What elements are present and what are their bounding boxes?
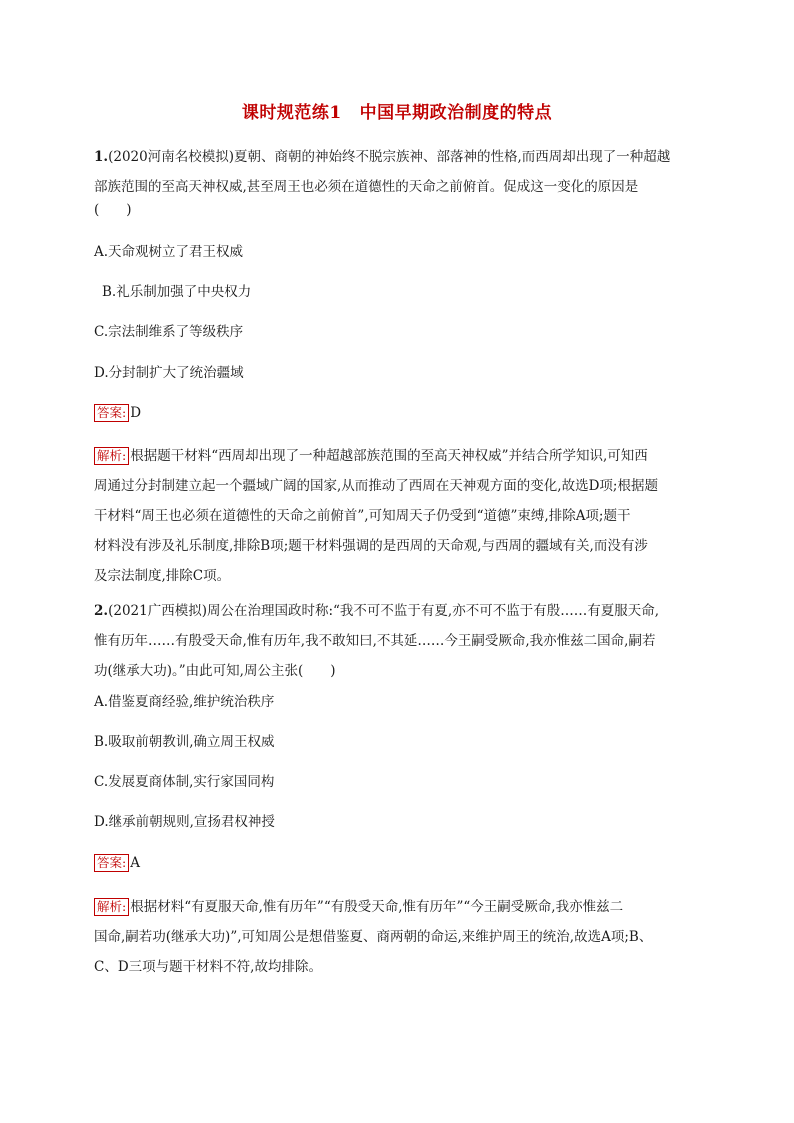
question-2-analysis	[94, 892, 706, 982]
title-exercise-number: 课时规范练1	[241, 103, 342, 123]
question-1-option-c: C.宗法制维系了等级秩序	[94, 324, 244, 340]
question-2-option-c: C.发展夏商体制,实行家国同构	[94, 774, 275, 790]
answer-label: 答案:	[94, 404, 129, 422]
answer-value: A	[130, 855, 140, 871]
question-2-option-b: B.吸取前朝教训,确立周王权威	[94, 734, 275, 750]
question-1-option-b: B.礼乐制加强了中央权力	[102, 284, 252, 300]
analysis-line: 周通过分封制建立起一个疆域广阔的国家,从而推动了西周在天神观方面的变化,故选D项;根据题	[94, 478, 658, 494]
question-2-stem-line: (2021广西模拟)周公在治理国政时称:“我不可不监于有夏,亦不可不监于有殷……有夏服天命,	[108, 603, 660, 619]
analysis-line: 根据题干材料“西周却出现了一种超越部族范围的至高天神权威”并结合所学知识,可知西	[130, 448, 648, 464]
question-2-option-d: D.继承前朝规则,宣扬君权神授	[94, 814, 275, 830]
title-topic: 中国早期政治制度的特点	[359, 103, 553, 123]
question-1-option-a: A.天命观树立了君王权威	[94, 244, 244, 260]
question-1-number: 1.	[94, 149, 109, 165]
analysis-line: 国命,嗣若功(继承大功)”,可知周公是想借鉴夏、商两朝的命运,来维护周王的统治,故选A项;B、	[94, 929, 653, 945]
analysis-label: 解析:	[94, 447, 129, 465]
page-title	[0, 98, 794, 123]
question-2-number: 2.	[94, 603, 109, 619]
answer-label: 答案:	[94, 854, 129, 872]
question-1-answer	[94, 401, 141, 425]
analysis-line: 材料没有涉及礼乐制度,排除B项;题干材料强调的是西周的天命观,与西周的疆域有关,而没有涉	[94, 538, 648, 554]
question-2-answer	[94, 851, 140, 875]
question-2-option-a: A.借鉴夏商经验,维护统治秩序	[94, 694, 275, 710]
analysis-label: 解析:	[94, 898, 129, 916]
analysis-line: 干材料“周王也必须在道德性的天命之前俯首”,可知周天子仍受到“道德”束缚,排除A项;题干	[94, 508, 631, 524]
question-2-stem-line: 功(继承大功)。”由此可知,周公主张( )	[94, 663, 336, 679]
question-1-stem-line: (2020河南名校模拟)夏朝、商朝的神始终不脱宗族神、部落神的性格,而西周却出现了一种超越	[108, 149, 671, 165]
question-1-blank: ( )	[94, 202, 132, 218]
question-1-option-d: D.分封制扩大了统治疆域	[94, 365, 244, 381]
question-1-stem-line: 部族范围的至高天神权威,甚至周王也必须在道德性的天命之前俯首。促成这一变化的原因是	[94, 179, 639, 195]
question-2-stem	[94, 596, 706, 686]
question-1-analysis	[94, 441, 706, 591]
answer-value: D	[130, 405, 142, 421]
question-2-stem-line: 惟有历年……有殷受天命,惟有历年,我不敢知曰,不其延……今王嗣受厥命,我亦惟兹二国命,嗣若	[94, 633, 656, 649]
question-1-stem	[94, 142, 706, 218]
analysis-line: C、D三项与题干材料不符,故均排除。	[94, 959, 322, 975]
analysis-line: 及宗法制度,排除C项。	[94, 568, 231, 584]
analysis-line: 根据材料“有夏服天命,惟有历年”“有殷受天命,惟有历年”“今王嗣受厥命,我亦惟兹二	[130, 899, 624, 915]
